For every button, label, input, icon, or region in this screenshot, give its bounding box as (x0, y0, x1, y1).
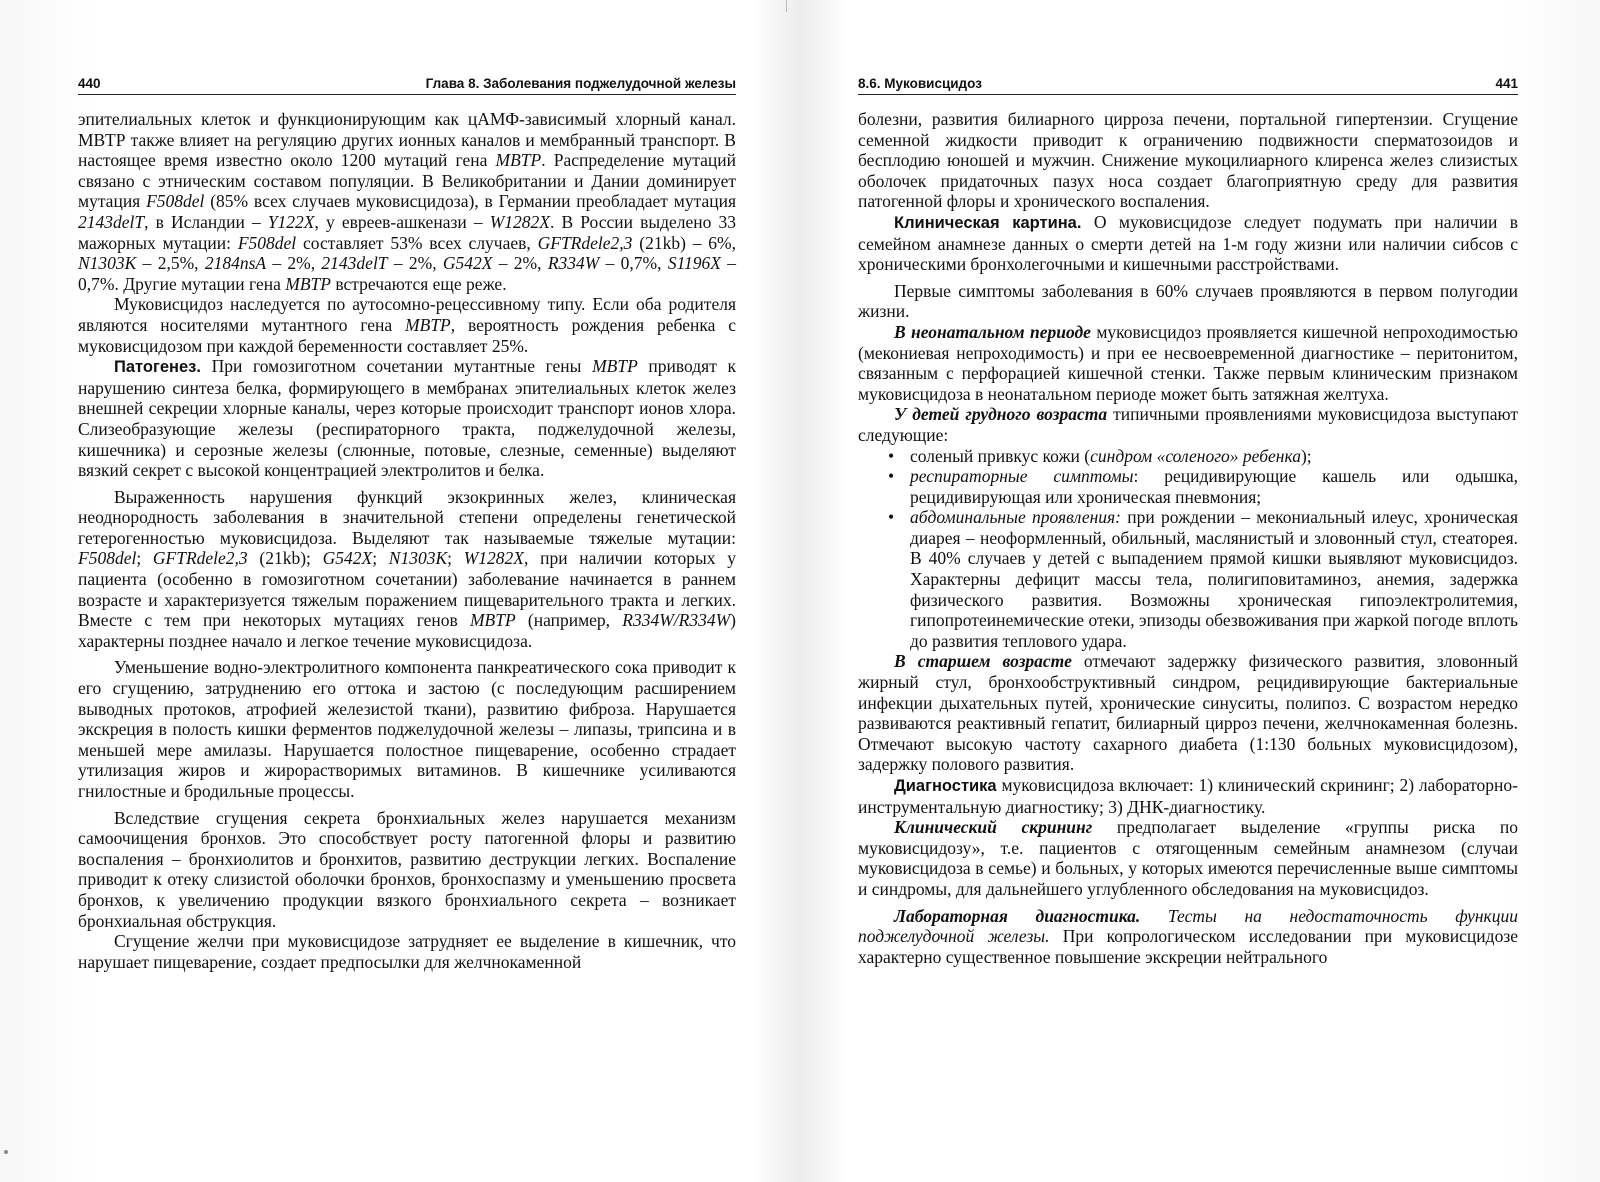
list-item (910, 507, 1518, 651)
text-run: (21kb) – 6%, (632, 232, 737, 253)
italic-run: синдром «соленого» ребенка (1090, 445, 1301, 466)
mutation-name: F508del (237, 232, 297, 253)
text-run: предполагает выделение «группы риска по муковисцидозу», т.е. пациентов с отягощенным семейным анамнезом (случаи муковисцидоза в семье) и больных, у которых имеются перечисленные выше симптомы и синдромы, для дальнейшего углубленного обследования на муковисцидоз. (858, 817, 1518, 899)
page-number: 441 (1495, 76, 1518, 91)
running-head-left (78, 76, 736, 95)
mutation-name: W1282X (463, 548, 525, 569)
text-run: – 0,7%. Другие мутации гена (78, 253, 737, 294)
section-term: Диагностика (894, 777, 997, 795)
paragraph (858, 322, 1518, 404)
text-run: Выраженность нарушения функций экзокринных желез, клиническая неоднородность заболевания в значительной степени определены генетической гетерогенностью муковисцидоза. Выделяют так называемые тяжелые мутации: (78, 486, 736, 548)
mutation-name: GFTRdele2,3 (537, 232, 633, 253)
mutation-name: F508del (146, 191, 205, 212)
text-run: – 2%, (387, 253, 443, 274)
text-run: встречаются еще реже. (330, 273, 507, 294)
mutation-name: GFTRdele2,3 (152, 548, 248, 569)
right-body (858, 109, 1518, 967)
paragraph (858, 404, 1518, 445)
text-run: – 2%, (492, 253, 548, 274)
text-run: приводят к нарушению синтеза белка, формирующего в мембранах эпителиальных клеток желез внешней секреции хлорные каналы, через которые происходит транспорт ионов хлора. Слизеобразующие железы (респираторного тракта, поджелудочной железы, кишечника) и серозные железы (слюнные, потовые, слезные, семенные) выделяют вязкий секрет с высокой концентрацией электролитов и белка. (78, 356, 736, 481)
gene-name: MBTP (285, 273, 331, 294)
text-run: при рождении – мекониальный илеус, хроническая диарея – неоформленный, обильный, маслянистый и зловонный стул, стеаторея. В 40% случаев у детей с выпадением прямой кишки выявляют муковисцидоз. Характерны дефицит массы тела, полигиповитаминоз, анемия, задержка физического развития. Возможны хроническая гипоэлектролитемия, гипопротеинемические отеки, эпизоды обезвоживания при жаркой погоде вплоть до развития теплового удара. (910, 507, 1519, 651)
text-run: При копрологическом исследовании при муковисцидозе характерно существенное повышение экскреции нейтрального (858, 926, 1518, 967)
running-head-right (858, 76, 1518, 95)
paragraph (858, 212, 1518, 275)
mutation-name: R334W/R334W (622, 610, 731, 631)
text-run: – 2,5%, (136, 253, 205, 274)
subsection-lead: Клинический скрининг (894, 817, 1093, 838)
mutation-name: 2143delT (321, 253, 388, 274)
subsection-lead: Лабораторная диагностика. (894, 905, 1141, 926)
paragraph (78, 487, 736, 652)
mutation-name: N1303K (388, 548, 448, 569)
paragraph (78, 294, 736, 356)
mutation-name: S1196X (667, 253, 721, 274)
paragraph: Первые симптомы заболевания в 60% случаев проявляются в первом полугодии жизни. (858, 280, 1518, 322)
text-run: составляет 53% всех случаев, (296, 232, 538, 253)
subsection-lead: У детей грудного возраста (894, 404, 1108, 425)
mutation-name: 2184nsA (204, 253, 267, 274)
paragraph: болезни, развития билиарного цирроза печени, портальной гипертензии. Сгущение семенной жидкости приводит к ограничению подвижности сперматозоидов и бесплодию юношей и мужчин. Снижение мукоцилиарного клиренса желез слизистых оболочек придаточных пазух носа создает благоприятную среду для развития патогенной флоры и хронического воспаления. (858, 109, 1518, 212)
mutation-name: R334W (547, 253, 600, 274)
gutter-mark (786, 0, 787, 12)
paragraph (78, 109, 736, 294)
mutation-name: N1303K (78, 253, 137, 274)
text-run: – 2%, (266, 253, 322, 274)
paragraph: Вследствие сгущения секрета бронхиальных желез нарушается механизм самоочищения бронхов. Это способствует росту патогенной флоры и развитию воспаления – бронхиолитов и бронхитов, развитию деструкции легких. Воспаление приводит к отеку слизистой оболочки бронхов, бронхоспазму и уменьшению просвета бронхов, к увеличению продукции вязкого бронхиального секрета – возникает бронхиальная обструкция. (78, 807, 736, 931)
text-run: , вероятность рождения ребенка с муковисцидозом при каждой беременности составляет 25%. (78, 314, 736, 356)
text-run: муковисцидоза включает: 1) клинический скрининг; 2) лабораторно-инструментальную диагностику; 3) ДНК-диагностику. (858, 775, 1518, 817)
text-run: муковисцидоз проявляется кишечной непроходимостью (мекониевая непроходимость) и при ее несвоевременной диагностике – перитонитом, связанным с перфорацией кишечной стенки. Также первым клиническим признаком муковисцидоза в неонатальном периоде может быть затяжная желтуха. (858, 321, 1518, 404)
italic-run: Тесты на недостаточность функции поджелудочной железы. (858, 905, 1518, 947)
paragraph (858, 651, 1518, 775)
text-run: , при наличии которых у пациента (особенно в гомозиготном сочетании) заболевание начинается в раннем возрасте и характеризуется тяжелым поражением пищеварительного тракта и легких. Вместе с тем при некоторых мутациях генов (78, 548, 736, 631)
right-page (858, 76, 1518, 967)
text-run: (21kb); (247, 548, 323, 569)
mutation-name: F508del (78, 548, 137, 569)
text-run: типичными проявлениями муковисцидоза выступают следующие: (858, 404, 1518, 445)
section-term: Клиническая картина. (894, 213, 1082, 232)
left-page (78, 76, 736, 972)
mutation-name: G542X (322, 548, 373, 569)
text-run: , в Исландии – (144, 211, 268, 232)
text-run: О муковисцидозе следует подумать при наличии в семейном анамнезе данных о смерти детей на 1-м году жизни или наличии сибсов с хроническими бронхолегочными и кишечными расстройствами. (858, 211, 1518, 275)
list-item (910, 446, 1518, 467)
italic-run: абдоминальные проявления: (910, 507, 1121, 528)
paragraph (858, 775, 1518, 817)
running-title: Глава 8. Заболевания поджелудочной железы (425, 76, 736, 91)
text-run: отмечают задержку физического развития, зловонный жирный стул, бронхообструктивный синдром, рецидивирующие бактериальные инфекции дыхательных путей, хронические синуситы, полипоз. С возрастом нередко развиваются реактивный гепатит, билиарный цирроз печени, желчнокаменная болезнь. Отмечают высокую частоту сахарного диабета (1:130 больных муковисцидозом), задержку полового развития. (858, 651, 1518, 775)
mutation-name: G542X (442, 253, 493, 274)
subsection-lead: В неонатальном периоде (894, 321, 1091, 342)
text-run: , у евреев-ашкенази – (314, 211, 490, 232)
text-run: Муковисцидоз наследуется по аутосомно-рецессивному типу. Если оба родителя являются носителями мутантного гена (78, 294, 736, 335)
text-run: . Распределение мутаций связано с этническим составом популяции. В Великобритании и Дании доминирует мутация (78, 150, 736, 212)
paragraph: Уменьшение водно-электролитного компонента панкреатического сока приводит к его сгущению, затруднению его оттока и застою (с последующим расширением выводных протоков, атрофией железистой ткани), развитию фиброза. Нарушается экскреция в полость кишки ферментов поджелудочной железы – липазы, трипсина и в меньшей мере амилазы. Нарушается полостное пищеварение, особенно страдает утилизация жиров и жирорастворимых витаминов. В кишечнике усиливаются гнилостные и бродильные процессы. (78, 657, 736, 801)
text-run: ); (1300, 445, 1312, 466)
gene-name: MBTP (495, 150, 542, 171)
edge-mark (4, 1150, 8, 1154)
paragraph (78, 356, 736, 481)
subsection-lead: В старшем возрасте (894, 651, 1072, 672)
text-run: . В России выделено 33 мажорных мутации: (78, 211, 736, 253)
italic-run: респираторные симптомы (910, 466, 1134, 487)
text-run: соленый привкус кожи ( (910, 445, 1091, 466)
gene-name: MBTP (469, 610, 516, 631)
left-body (78, 109, 736, 972)
page-number: 440 (78, 76, 101, 91)
symptom-list (858, 446, 1518, 652)
mutation-name: W1282X (489, 211, 550, 232)
gene-name: MBTP (592, 356, 638, 377)
text-run: эпителиальных клеток и функционирующим как цАМФ-зависимый хлорный канал. МВТР также влияет на регуляцию других ионных каналов и мембранный транспорт. В настоящее время известно около 1200 мутаций гена (78, 109, 736, 171)
running-title: 8.6. Муковисцидоз (858, 76, 982, 91)
text-run: ; (447, 548, 464, 569)
paragraph: Сгущение желчи при муковисцидозе затрудняет ее выделение в кишечник, что нарушает пищеварение, создает предпосылки для желчнокаменной (78, 931, 736, 972)
paragraph (858, 906, 1518, 968)
list-item (910, 466, 1518, 507)
text-run: При гомозиготном сочетании мутантные гены (200, 356, 593, 377)
mutation-name: Y122X (267, 211, 315, 232)
text-run: (85% всех случаев муковисцидоза), в Германии преобладает мутация (204, 191, 737, 212)
mutation-name: 2143delT (78, 211, 145, 232)
text-run: ; (136, 548, 153, 569)
section-term: Патогенез. (114, 358, 201, 377)
text-run: ; (372, 548, 389, 569)
text-run: ) характерны позднее начало и легкое течение муковисцидоза. (78, 610, 736, 651)
text-run: (например, (515, 610, 623, 631)
paragraph (858, 817, 1518, 899)
text-run: – 0,7%, (599, 253, 668, 274)
gene-name: MBTP (405, 314, 451, 335)
text-run: : рецидивирующие кашель или одышка, рецидивирующая или хроническая пневмония; (910, 466, 1518, 507)
